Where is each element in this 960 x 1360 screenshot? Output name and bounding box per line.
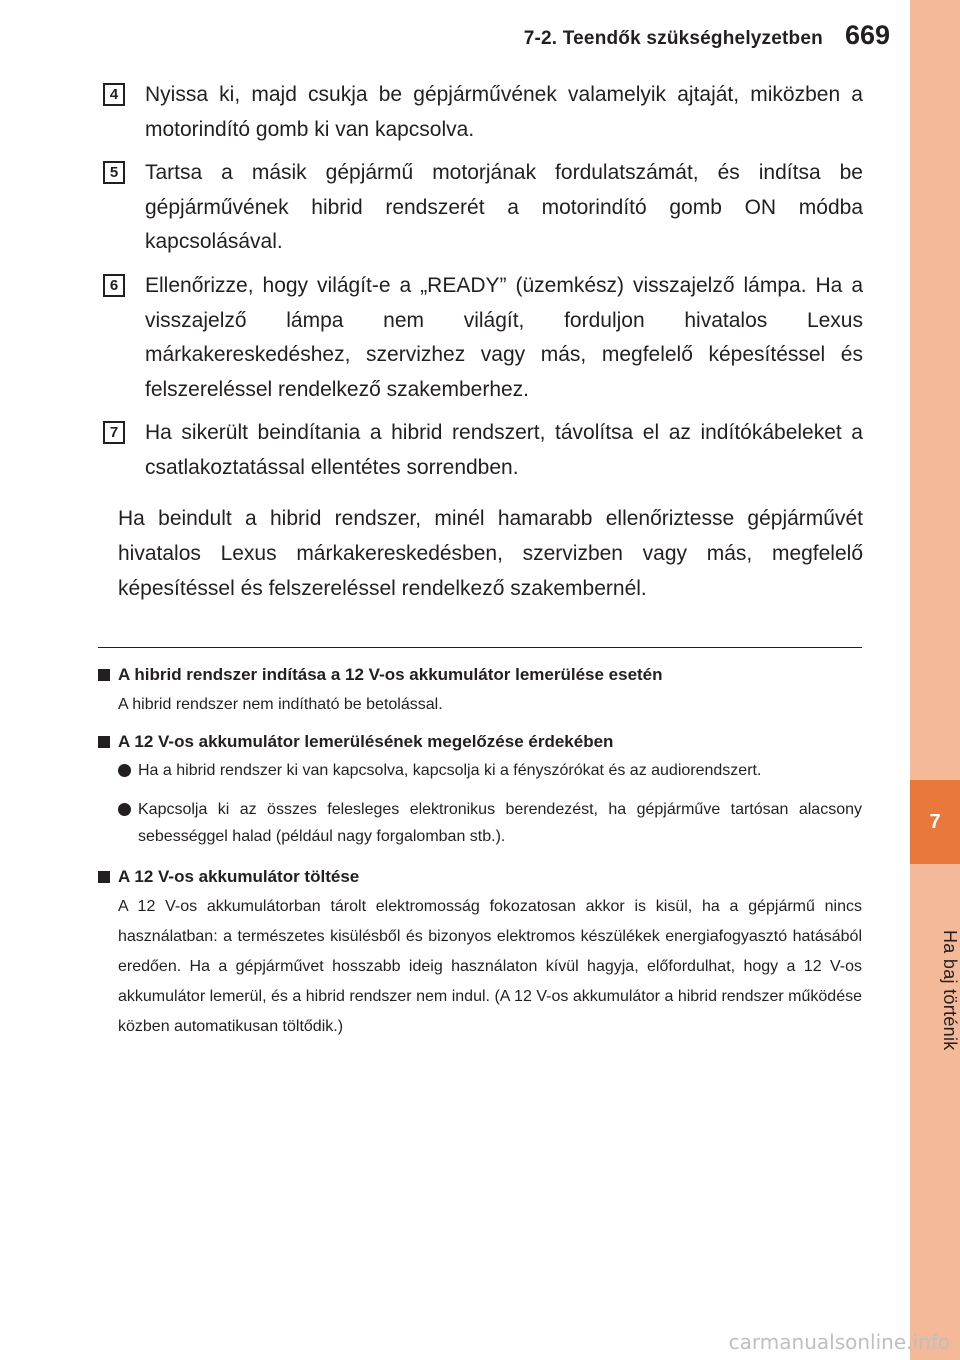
step-text: Tartsa a másik gépjármű motorjának fordulatszámát, és indítsa be gépjárművének hibrid rendszerét a motorindító gomb ON módba kapcsolásával. xyxy=(145,161,863,254)
note-heading xyxy=(98,727,862,757)
step-text: Ellenőrizze, hogy világít-e a „READY” (üzemkész) visszajelző lámpa. Ha a visszajelző lámpa nem világít, forduljon hivatalos Lexus márkakereskedéshez, szervizhez vagy más, megfelelő képesítéssel és felszereléssel rendelkező szakemberhez. xyxy=(145,273,863,401)
step-text: Nyissa ki, majd csukja be gépjárművének valamelyik ajtaját, miközben a motorindító gomb ki van kapcsolva. xyxy=(145,83,863,141)
page-number: 669 xyxy=(844,20,890,50)
chapter-title: Ha baj történik xyxy=(940,929,960,1051)
step-text: Ha sikerült beindítania a hibrid rendszert, távolítsa el az indítókábeleket a csatlakoztatással ellentétes sorrendben. xyxy=(145,421,863,479)
summary-paragraph: Ha beindult a hibrid rendszer, minél hamarabb ellenőriztesse gépjárművét hivatalos Lexus márkakereskedésben, szervizben vagy más, megfelelő képesítéssel és felszereléssel rendelkező szakembernél. xyxy=(118,507,863,600)
chapter-side-tab xyxy=(910,0,960,1360)
step-item xyxy=(103,269,863,407)
note-text: A 12 V-os akkumulátorban tárolt elektromosság fokozatosan akkor is kisül, ha a gépjármű nincs használatban: a természetes kisülésből és bizonyos elektromos készülékek energiafogyasztó hatásából eredően. Ha a gépjárművet hosszabb ideig használaton kívül hagyja, előfordulhat, hogy a 12 V-os akkumulátor lemerül, és a hibrid rendszer nem indul. (A 12 V-os akkumulátor a hibrid rendszer működése közben automatikusan töltődik.) xyxy=(118,898,862,1035)
watermark-text: carmanualsonline.info xyxy=(728,1330,950,1354)
page-header xyxy=(470,20,890,51)
step-number-badge: 4 xyxy=(103,83,125,106)
note-bullet-text: Ha a hibrid rendszer ki van kapcsolva, kapcsolja ki a fényszórókat és az audiorendszert. xyxy=(138,762,762,779)
round-bullet-icon xyxy=(118,764,131,777)
square-bullet-icon xyxy=(98,669,110,681)
square-bullet-icon xyxy=(98,871,110,883)
note-heading xyxy=(98,660,862,690)
step-list xyxy=(103,78,863,495)
note-bullet xyxy=(98,796,862,850)
note-text: A hibrid rendszer nem indítható be betolással. xyxy=(118,696,443,713)
step-item xyxy=(103,78,863,147)
section-title: 7-2. Teendők szükséghelyzetben xyxy=(523,28,823,49)
note-heading-text: A hibrid rendszer indítása a 12 V-os akkumulátor lemerülése esetén xyxy=(118,665,663,684)
note-bullet xyxy=(98,757,862,784)
note-heading xyxy=(98,862,862,892)
step-number-badge: 7 xyxy=(103,421,125,444)
chapter-number: 7 xyxy=(910,780,960,864)
notes-section xyxy=(98,660,862,1042)
note-bullet-text: Kapcsolja ki az összes felesleges elektronikus berendezést, ha gépjárműve tartósan alacsony sebességgel halad (például nagy forgalomban stb.). xyxy=(138,801,862,845)
round-bullet-icon xyxy=(118,803,131,816)
step-number-badge: 5 xyxy=(103,161,125,184)
note-heading-text: A 12 V-os akkumulátor lemerülésének megelőzése érdekében xyxy=(118,732,614,751)
step-item xyxy=(103,156,863,260)
step-number-badge: 6 xyxy=(103,274,125,297)
section-divider xyxy=(98,647,862,648)
step-item xyxy=(103,416,863,485)
note-heading-text: A 12 V-os akkumulátor töltése xyxy=(118,867,360,886)
square-bullet-icon xyxy=(98,736,110,748)
